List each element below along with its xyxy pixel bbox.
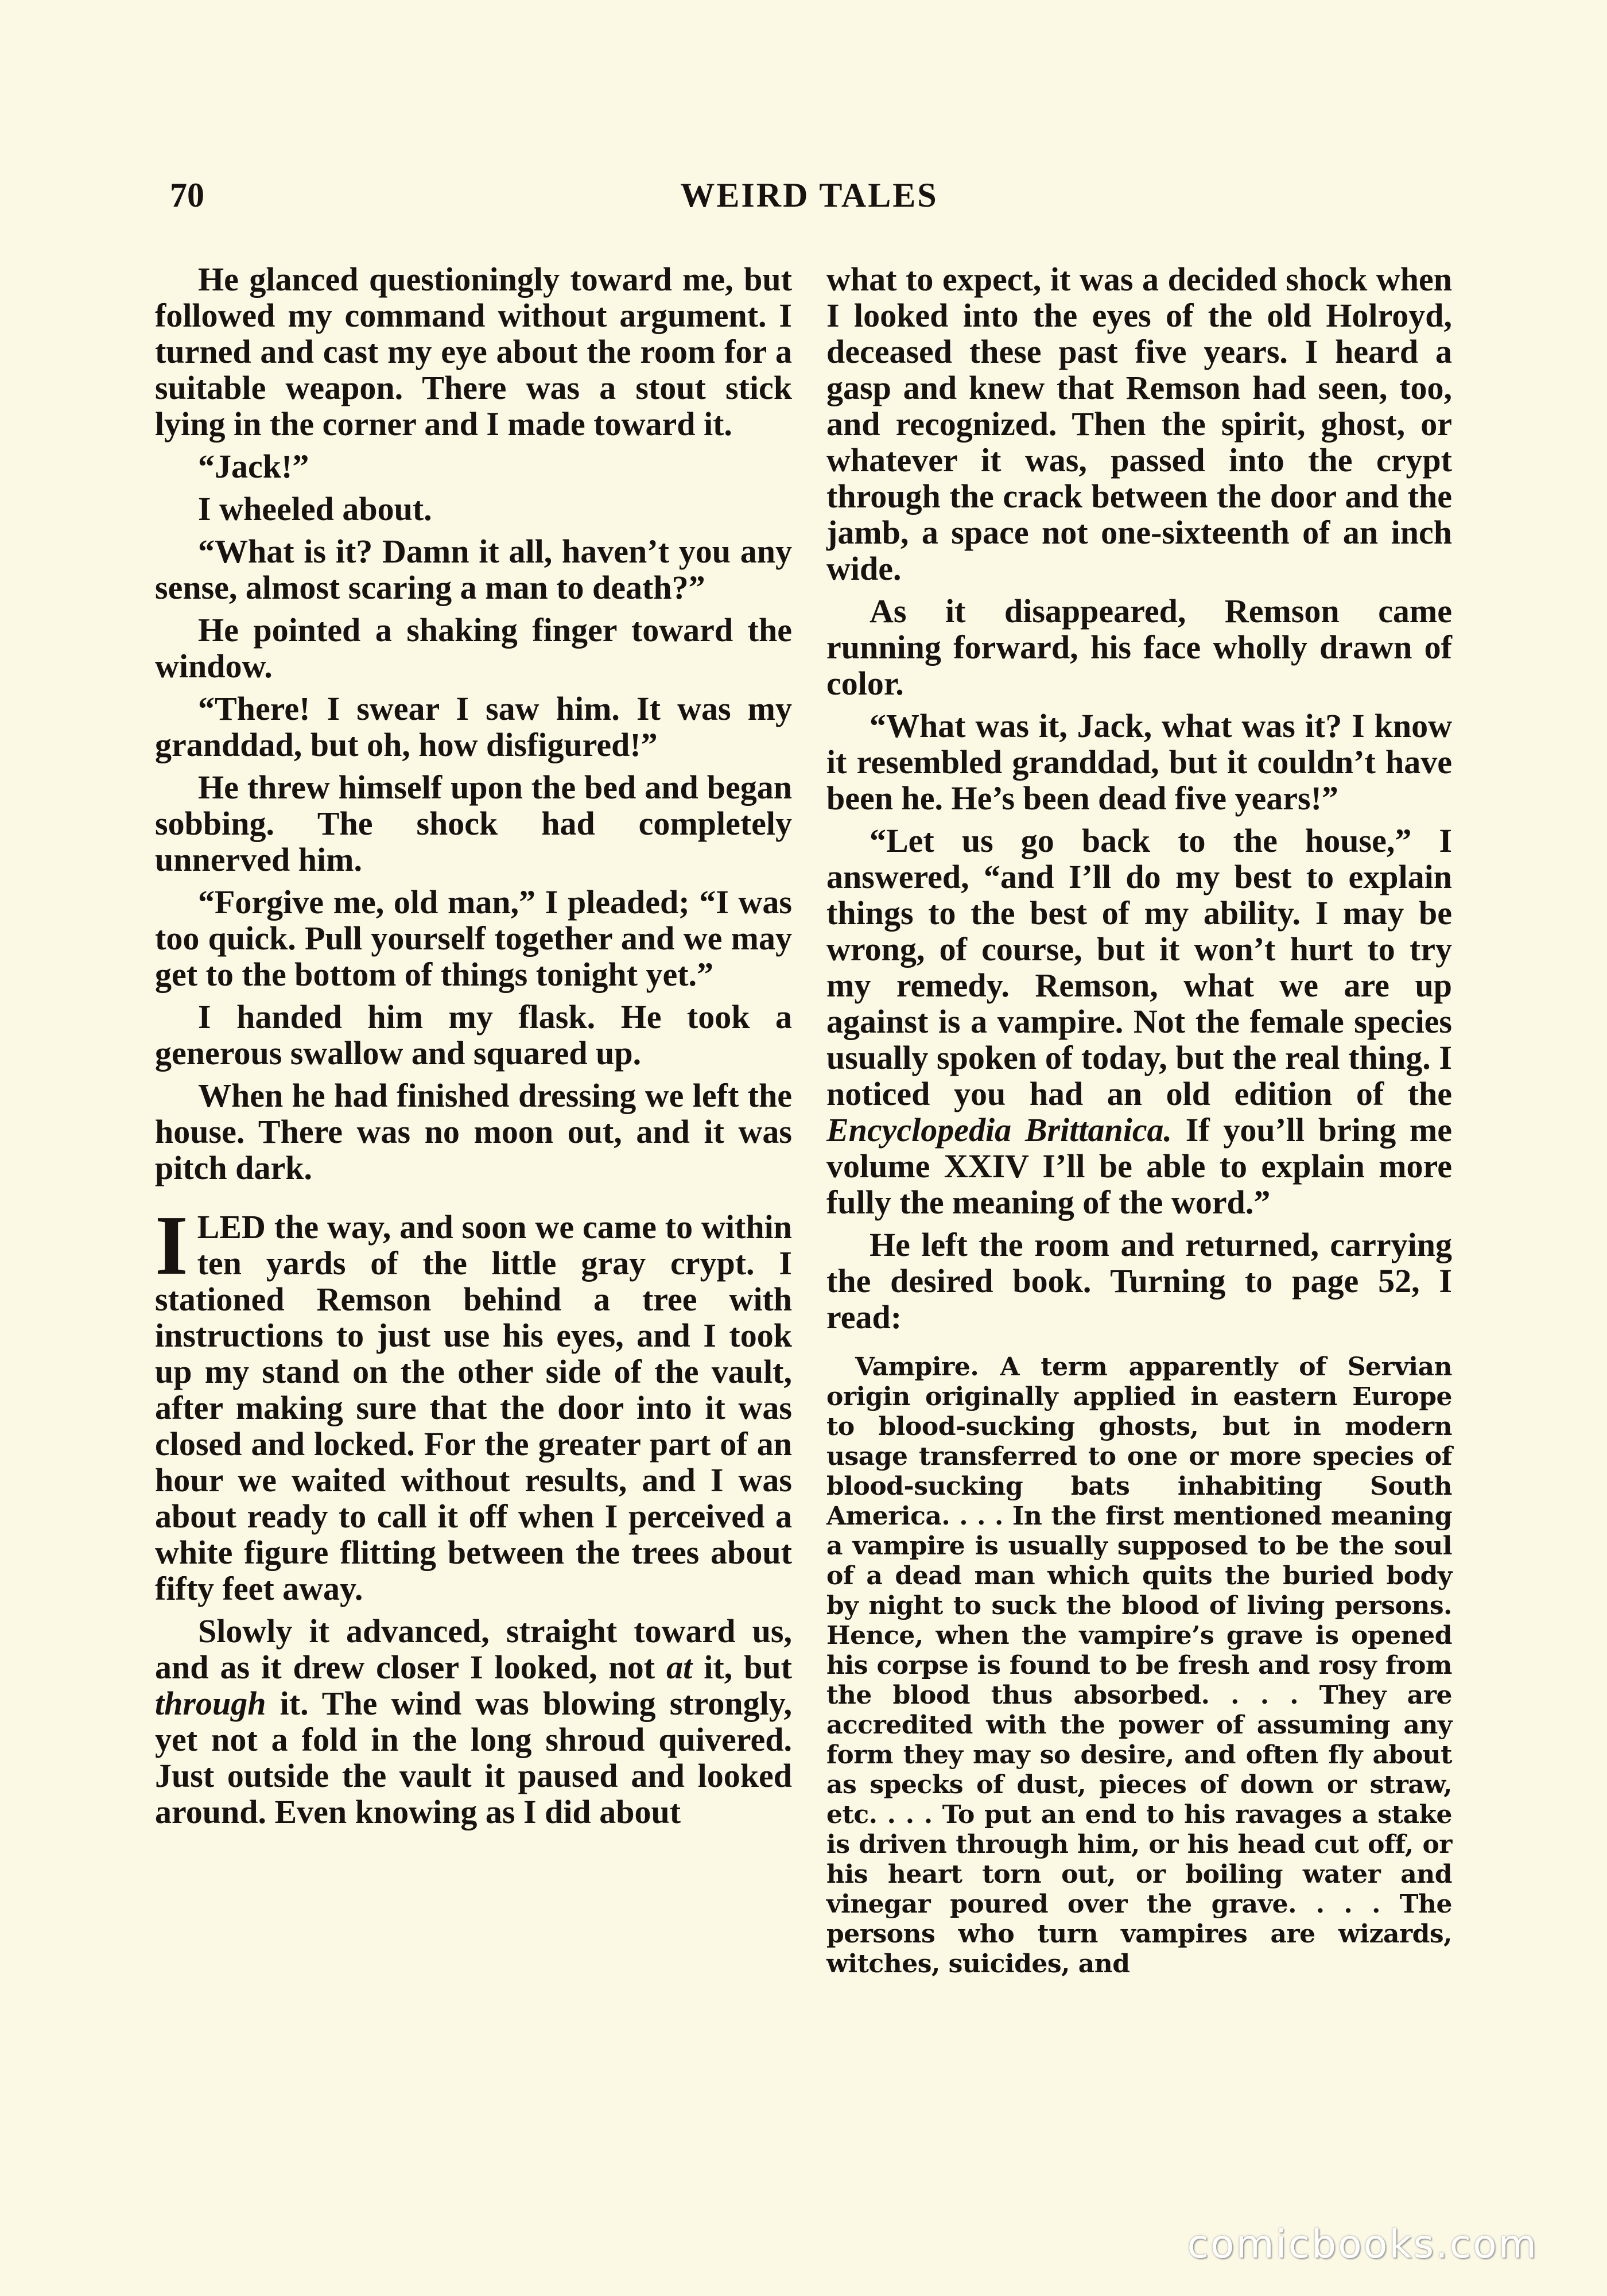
paragraph: what to expect, it was a decided shock when I looked into the eyes of the old Holroyd, deceased these past five years. I heard a gasp and knew that Remson had seen, too, and recognized. Then the spirit, ghost, or whatever it was, passed into the crypt through the crack between the door and the jamb, a space not one-sixteenth of an inch wide. (826, 261, 1452, 587)
page-header (166, 172, 1452, 218)
paragraph: As it disappeared, Remson came running forward, his face wholly drawn of color. (826, 592, 1452, 702)
paragraph: I handed him my flask. He took a generous swallow and squared up. (155, 998, 792, 1072)
paragraph (826, 823, 1452, 1220)
paragraph: He threw himself upon the bed and began sobbing. The shock had completely unnerved him. (155, 769, 792, 878)
paragraph: “What is it? Damn it all, haven’t you any sense, almost scaring a man to death?” (155, 533, 792, 606)
italic-text: through (155, 1685, 266, 1722)
drop-cap: I (155, 1199, 188, 1293)
left-column (155, 261, 792, 1836)
section-opening-paragraph (155, 1199, 792, 1607)
paragraph: “Jack!” (198, 448, 309, 485)
paragraph-text: “Let us go back to the house,” I answered, “and I’ll do my best to explain things to the best of my ability. I may be wrong, of course, but it won’t hurt to try my remedy. Remson, what we are up against is a vampire. Not the female species usually spoken of today, but the real thing. I noticed you had an old edition of the (826, 822, 1452, 1112)
paragraph-text: Slowly it advanced, straight toward us, and as it drew closer I looked, not (155, 1612, 792, 1686)
paragraph-text: LED the way, and soon we came to within ten yards of the little gray crypt. I stationed Remson behind a tree with instructions to just use his eyes, and I took up my stand on the other side of the vault, after making sure that the door into it was closed and locked. For the greater part of an hour we waited without results, and I was about ready to call it off when I perceived a white figure flitting between the trees about fifty feet away. (155, 1208, 792, 1607)
paragraph: I wheeled about. (198, 490, 432, 528)
book-title: Encyclopedia Brittanica. (826, 1111, 1173, 1149)
encyclopedia-quote: Vampire. A term apparently of Servian origin originally applied in eastern Europe to blood-sucking ghosts, but in modern usage transferred to one or more species of blood-sucking bats inhabiting South America. . . . In the first mentioned meaning a vampire is usually supposed to be the soul of a dead man which quits the buried body by night to suck the blood of living persons. Hence, when the vampire’s grave is opened his corpse is found to be fresh and rosy from the blood thus absorbed. . . . They are accredited with the power of assuming any form they may so desire, and often fly about as specks of dust, pieces of down or straw, etc. . . . To put an end to his ravages a stake is driven through him, or his head cut off, or his heart torn out, or boiling water and vinegar poured over the grave. . . . The persons who turn vampires are wizards, witches, suicides, and (826, 1352, 1452, 1979)
paragraph: “There! I swear I saw him. It was my granddad, but oh, how disfigured!” (155, 690, 792, 763)
italic-text: at (666, 1649, 693, 1686)
watermark-logo: comicbooks.com (1187, 2222, 1538, 2267)
paragraph-text: it. The wind was blowing strongly, yet not a fold in the long shroud quivered. Just outside the vault it paused and looked around. Even knowing as I did about (155, 1685, 792, 1830)
paragraph: He pointed a shaking finger toward the window. (155, 611, 792, 685)
paragraph (155, 1613, 792, 1830)
paragraph: When he had finished dressing we left the house. There was no moon out, and it was pitch dark. (155, 1077, 792, 1186)
running-head: WEIRD TALES (680, 176, 938, 214)
paragraph: He left the room and returned, carrying the desired book. Turning to page 52, I read: (826, 1226, 1452, 1336)
right-column (826, 261, 1452, 1979)
paragraph: “Forgive me, old man,” I pleaded; “I was too quick. Pull yourself together and we may get to the bottom of things tonight yet.” (155, 883, 792, 993)
paragraph-text: it, but (692, 1649, 792, 1686)
paragraph: He glanced questioningly toward me, but followed my command without argument. I turned and cast my eye about the room for a suitable weapon. There was a stout stick lying in the corner and I made toward it. (155, 261, 792, 443)
paragraph: “What was it, Jack, what was it? I know it resembled granddad, but it couldn’t have been he. He’s been dead five years!” (826, 707, 1452, 817)
page-number: 70 (170, 176, 204, 214)
paragraph-text: If you’ll bring me volume XXIV I’ll be able to explain more fully the meaning of the word.” (826, 1111, 1452, 1221)
